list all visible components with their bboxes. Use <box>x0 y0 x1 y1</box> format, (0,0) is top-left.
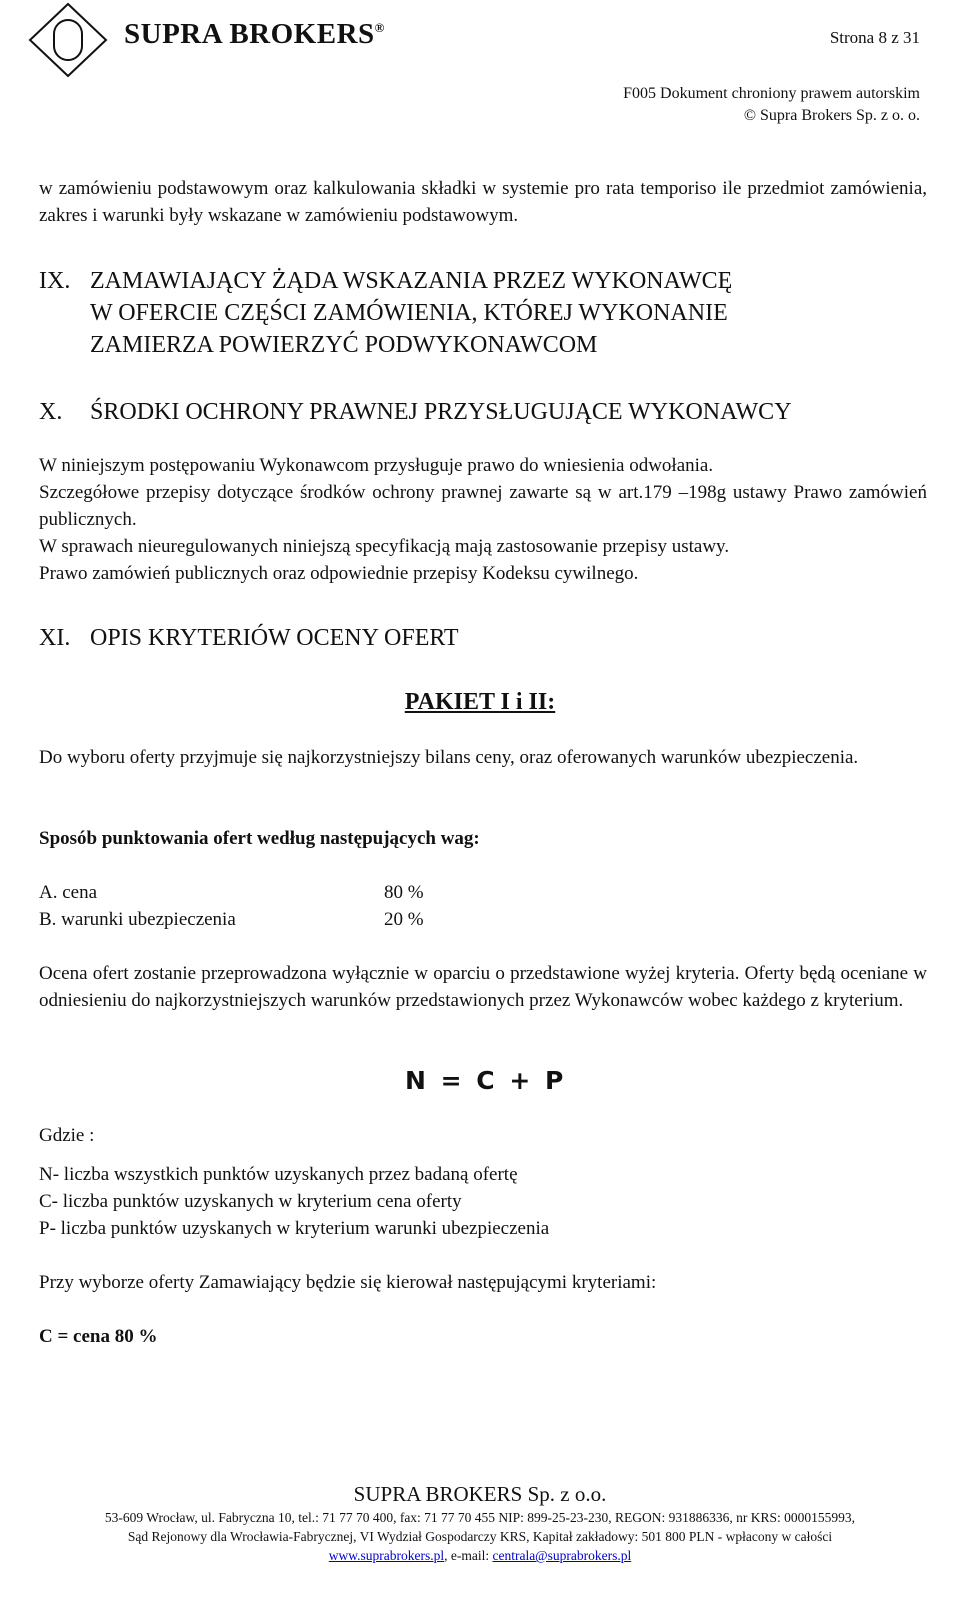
section-xi-heading <box>39 622 939 654</box>
section-x-paragraph: W sprawach nieuregulowanych niniejszą specyfikacją mają zastosowanie przepisy ustawy. <box>39 536 730 557</box>
scoring-formula: N = C + P <box>405 1066 567 1095</box>
selection-paragraph: Do wyboru oferty przyjmuje się najkorzystniejszy bilans ceny, oraz oferowanych warunków ubezpieczenia. <box>39 747 859 768</box>
footer-company: SUPRA BROKERS Sp. z o.o. <box>353 1482 607 1506</box>
website-link[interactable]: www.suprabrokers.pl <box>328 1548 445 1563</box>
section-x-title: ŚRODKI OCHRONY PRAWNEJ PRZYSŁUGUJĄCE WYKONAWCY <box>90 399 792 425</box>
copyright-line: © Supra Brokers Sp. z o. o. <box>743 107 920 124</box>
where-label: Gdzie : <box>39 1125 95 1146</box>
section-x-paragraph: W niniejszym postępowaniu Wykonawcom przysługuje prawo do wniesienia odwołania. <box>39 455 714 476</box>
criterion-c: C = cena 80 % <box>39 1326 158 1347</box>
evaluation-paragraph: Ocena ofert zostanie przeprowadzona wyłącznie w oparciu o przedstawione wyżej kryteria. Oferty będą oceniane w odniesieniu do najkorzystniejszych warunków przedstawionych przez Wykonawców wobec każdego z kryterium. <box>39 963 927 1011</box>
definitions-list <box>39 1161 927 1242</box>
registered-mark: ® <box>374 20 385 35</box>
section-ix-number: IX. <box>39 268 71 294</box>
definition-item: C- liczba punktów uzyskanych w kryterium cena oferty <box>39 1191 462 1212</box>
definition-item: P- liczba punktów uzyskanych w kryterium warunki ubezpieczenia <box>39 1218 550 1239</box>
criteria-intro: Przy wyborze oferty Zamawiający będzie się kierował następującymi kryteriami: <box>39 1272 657 1293</box>
weights-heading: Sposób punktowania ofert według następujących wag: <box>39 828 480 849</box>
footer-court: Sąd Rejonowy dla Wrocławia-Fabrycznej, VI Wydział Gospodarczy KRS, Kapitał zakładowy: 501 800 PLN - wpłacony w całości <box>127 1529 833 1544</box>
doc-notice: F005 Dokument chroniony prawem autorskim <box>623 85 920 102</box>
section-ix-heading <box>39 265 939 361</box>
section-xi-number: XI. <box>39 625 71 651</box>
package-title: PAKIET I i II: <box>404 689 556 715</box>
weight-row <box>39 879 424 906</box>
email-label: , e-mail: <box>444 1548 493 1563</box>
footer-contact <box>0 1546 960 1565</box>
intro-paragraph: w zamówieniu podstawowym oraz kalkulowania składki w systemie pro rata temporiso ile przedmiot zamówienia, zakres i warunki były wskazane w zamówieniu podstawowym. <box>39 178 927 226</box>
definition-item: N- liczba wszystkich punktów uzyskanych przez badaną ofertę <box>39 1164 518 1185</box>
brand-name: SUPRA BROKERS® <box>124 18 385 50</box>
section-x-number: X. <box>39 399 63 425</box>
section-x-heading <box>39 396 939 428</box>
section-x-paragraph: Szczegółowe przepisy dotyczące środków ochrony prawnej zawarte są w art.179 –198g ustawy Prawo zamówień publicznych. <box>39 482 927 530</box>
section-x-paragraph: Prawo zamówień publicznych oraz odpowiednie przepisy Kodeksu cywilnego. <box>39 563 639 584</box>
header-notice <box>623 83 920 127</box>
section-ix-line3: ZAMIERZA POWIERZYĆ PODWYKONAWCOM <box>90 332 598 358</box>
supra-brokers-logo <box>28 2 108 78</box>
section-xi-title: OPIS KRYTERIÓW OCENY OFERT <box>90 625 459 651</box>
weight-value: 20 % <box>384 909 424 930</box>
weight-label: A. cena <box>39 882 98 903</box>
section-ix-line1: ZAMAWIAJĄCY ŻĄDA WSKAZANIA PRZEZ WYKONAWCĘ <box>90 268 733 294</box>
page-number: Strona 8 z 31 <box>829 28 920 47</box>
weight-label: B. warunki ubezpieczenia <box>39 909 236 930</box>
email-link[interactable]: centrala@suprabrokers.pl <box>492 1548 632 1563</box>
footer-address: 53-609 Wrocław, ul. Fabryczna 10, tel.: 71 77 70 400, fax: 71 77 70 455 NIP: 899-25-23-230, REGON: 931886336, nr KRS: 0000155993, <box>104 1510 856 1525</box>
weight-row <box>39 906 424 933</box>
weight-value: 80 % <box>384 882 424 903</box>
section-ix-line2: W OFERCIE CZĘŚCI ZAMÓWIENIA, KTÓREJ WYKONANIE <box>90 300 728 326</box>
section-x-body <box>39 452 927 587</box>
